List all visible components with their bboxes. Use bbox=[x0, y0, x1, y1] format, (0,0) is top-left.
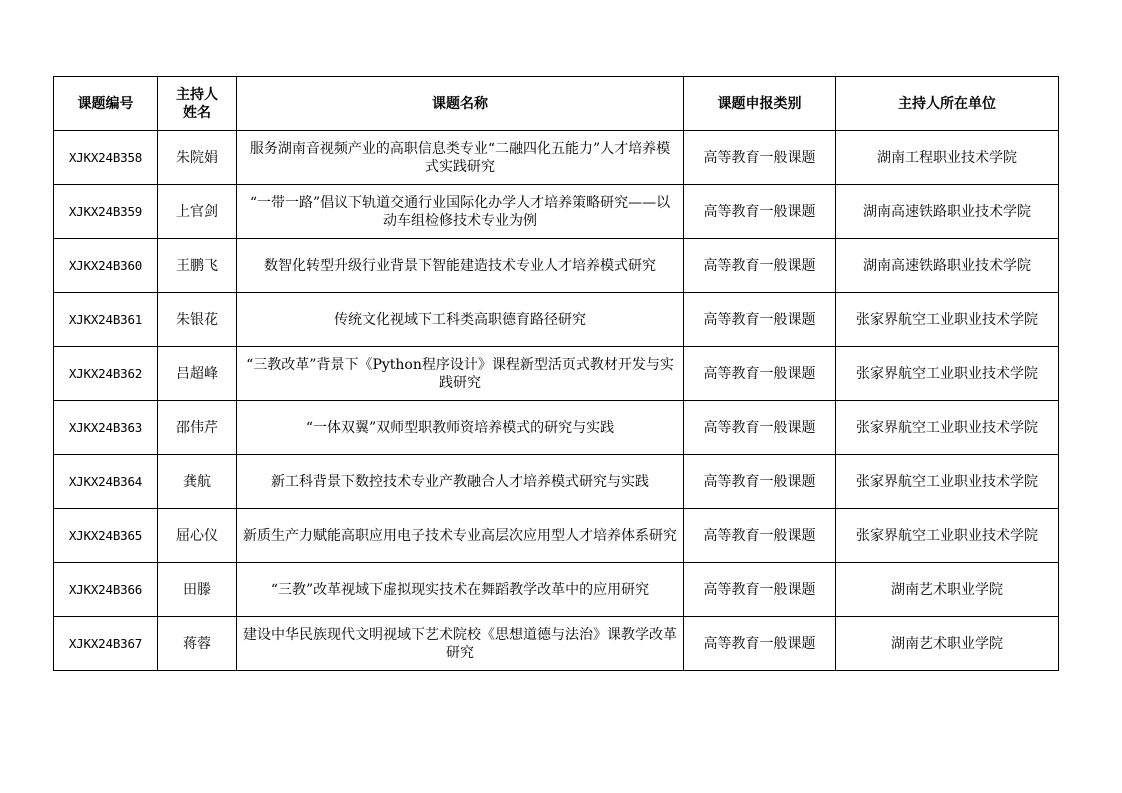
table-row bbox=[54, 239, 1059, 293]
project-list-sheet bbox=[53, 76, 1059, 671]
cell-project-title: 新质生产力赋能高职应用电子技术专业高层次应用型人才培养体系研究 bbox=[237, 509, 684, 563]
cell-host-name: 蒋蓉 bbox=[158, 617, 237, 671]
cell-host-name: 邵伟芹 bbox=[158, 401, 237, 455]
cell-host-unit: 湖南高速铁路职业技术学院 bbox=[836, 185, 1059, 239]
cell-project-code: XJKX24B362 bbox=[54, 347, 158, 401]
cell-category: 高等教育一般课题 bbox=[684, 617, 836, 671]
cell-host-unit: 湖南高速铁路职业技术学院 bbox=[836, 239, 1059, 293]
cell-project-code: XJKX24B360 bbox=[54, 239, 158, 293]
cell-category: 高等教育一般课题 bbox=[684, 401, 836, 455]
cell-project-title: “一体双翼”双师型职教师资培养模式的研究与实践 bbox=[237, 401, 684, 455]
cell-project-title: 数智化转型升级行业背景下智能建造技术专业人才培养模式研究 bbox=[237, 239, 684, 293]
cell-project-title: 传统文化视域下工科类高职德育路径研究 bbox=[237, 293, 684, 347]
cell-project-code: XJKX24B367 bbox=[54, 617, 158, 671]
cell-host-unit: 张家界航空工业职业技术学院 bbox=[836, 509, 1059, 563]
cell-host-name: 龚航 bbox=[158, 455, 237, 509]
table-body bbox=[54, 131, 1059, 671]
cell-project-title: “三教改革”背景下《Python程序设计》课程新型活页式教材开发与实践研究 bbox=[237, 347, 684, 401]
cell-project-code: XJKX24B361 bbox=[54, 293, 158, 347]
header-host-line1: 主持人 bbox=[176, 86, 218, 103]
cell-host-unit: 张家界航空工业职业技术学院 bbox=[836, 347, 1059, 401]
header-row bbox=[54, 77, 1059, 131]
header-host-unit: 主持人所在单位 bbox=[836, 77, 1059, 131]
cell-host-unit: 湖南艺术职业学院 bbox=[836, 563, 1059, 617]
cell-project-code: XJKX24B359 bbox=[54, 185, 158, 239]
cell-host-unit: 张家界航空工业职业技术学院 bbox=[836, 401, 1059, 455]
cell-host-name: 吕超峰 bbox=[158, 347, 237, 401]
cell-category: 高等教育一般课题 bbox=[684, 347, 836, 401]
header-host-name bbox=[158, 77, 237, 131]
cell-host-unit: 湖南艺术职业学院 bbox=[836, 617, 1059, 671]
cell-category: 高等教育一般课题 bbox=[684, 239, 836, 293]
table-row bbox=[54, 617, 1059, 671]
cell-project-title: 建设中华民族现代文明视域下艺术院校《思想道德与法治》课教学改革研究 bbox=[237, 617, 684, 671]
header-project-code: 课题编号 bbox=[54, 77, 158, 131]
cell-host-unit: 张家界航空工业职业技术学院 bbox=[836, 455, 1059, 509]
cell-category: 高等教育一般课题 bbox=[684, 563, 836, 617]
table-row bbox=[54, 509, 1059, 563]
cell-category: 高等教育一般课题 bbox=[684, 293, 836, 347]
project-table bbox=[53, 76, 1059, 671]
cell-project-title: “一带一路”倡议下轨道交通行业国际化办学人才培养策略研究——以动车组检修技术专业为例 bbox=[237, 185, 684, 239]
cell-project-code: XJKX24B364 bbox=[54, 455, 158, 509]
cell-host-name: 朱银花 bbox=[158, 293, 237, 347]
cell-project-title: 服务湖南音视频产业的高职信息类专业“二融四化五能力”人才培养模式实践研究 bbox=[237, 131, 684, 185]
cell-category: 高等教育一般课题 bbox=[684, 131, 836, 185]
cell-project-code: XJKX24B366 bbox=[54, 563, 158, 617]
header-host-line2: 姓名 bbox=[183, 104, 211, 121]
table-row bbox=[54, 401, 1059, 455]
table-row bbox=[54, 347, 1059, 401]
table-row bbox=[54, 455, 1059, 509]
cell-category: 高等教育一般课题 bbox=[684, 455, 836, 509]
cell-host-unit: 张家界航空工业职业技术学院 bbox=[836, 293, 1059, 347]
cell-category: 高等教育一般课题 bbox=[684, 509, 836, 563]
cell-host-unit: 湖南工程职业技术学院 bbox=[836, 131, 1059, 185]
cell-host-name: 屈心仪 bbox=[158, 509, 237, 563]
table-row bbox=[54, 131, 1059, 185]
cell-category: 高等教育一般课题 bbox=[684, 185, 836, 239]
header-category: 课题申报类别 bbox=[684, 77, 836, 131]
table-row bbox=[54, 293, 1059, 347]
cell-host-name: 朱院娟 bbox=[158, 131, 237, 185]
cell-project-title: 新工科背景下数控技术专业产教融合人才培养模式研究与实践 bbox=[237, 455, 684, 509]
cell-host-name: 田滕 bbox=[158, 563, 237, 617]
table-row bbox=[54, 563, 1059, 617]
cell-project-code: XJKX24B363 bbox=[54, 401, 158, 455]
cell-host-name: 王鹏飞 bbox=[158, 239, 237, 293]
cell-project-code: XJKX24B365 bbox=[54, 509, 158, 563]
table-row bbox=[54, 185, 1059, 239]
cell-project-code: XJKX24B358 bbox=[54, 131, 158, 185]
cell-host-name: 上官剑 bbox=[158, 185, 237, 239]
cell-project-title: “三教”改革视域下虚拟现实技术在舞蹈教学改革中的应用研究 bbox=[237, 563, 684, 617]
header-project-title: 课题名称 bbox=[237, 77, 684, 131]
